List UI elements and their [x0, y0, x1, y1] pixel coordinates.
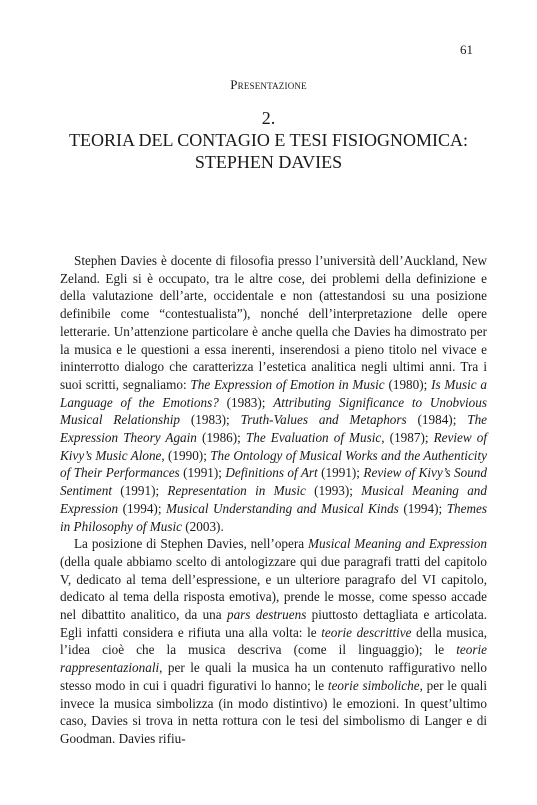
paragraph-text: , per le quali invece la musica simbolizza (in modo distintivo) le emozioni. In quest’ultimo caso, Davies si trova in netta rottura con le tesi del simbolismo di Langer e di Goodman. Davies rifiu-: [60, 677, 487, 746]
body-paragraph: [60, 252, 487, 535]
italic-title-text: Is Music a Language of the Emotions?: [60, 376, 487, 410]
chapter-number: 2.: [261, 108, 276, 128]
italic-title-text: Review of Kivy’s Sound Sentiment: [60, 465, 487, 499]
italic-title-text: Attributing Significance to Unobvious Musical Relationship: [60, 394, 487, 428]
paragraph-text: piuttosto dettagliata e articolata. Egli infatti considera e rifiuta una alla volta: le: [60, 607, 487, 640]
italic-title-text: Representation in Music: [167, 483, 306, 499]
paragraph-text: , (1987);: [381, 430, 434, 446]
paragraph-text: (della quale abbiamo scelto di antologizzare qui due paragrafi tratti del capitolo V, dedicato al tema dell’espressione, e un ulteriore paragrafo del VI capitolo, dedicato al tema della risposta emotiva), prende le mosse, come spesso accade nel dibattito analitico, da una: [60, 553, 487, 623]
paragraph-text: (2003).: [181, 518, 224, 534]
italic-title-text: pars destruens: [226, 607, 307, 623]
paragraph-text: (1991);: [112, 483, 168, 499]
chapter-title-line-2: STEPHEN DAVIES: [194, 152, 343, 172]
paragraph-text: (1991);: [179, 465, 226, 481]
body-paragraph: [60, 535, 487, 747]
paragraph-text: (1983);: [180, 412, 241, 428]
paragraph-text: , (1990);: [161, 447, 211, 463]
page-number: 61: [460, 42, 473, 57]
italic-title-text: Definitions of Art: [225, 465, 318, 481]
section-label: Presentazione: [230, 77, 307, 92]
italic-title-text: teorie descrittive: [321, 624, 412, 640]
body-text: [60, 252, 487, 748]
italic-title-text: Truth-Values and Metaphors: [240, 412, 407, 428]
chapter-title: [40, 129, 497, 173]
paragraph-text: Stephen Davies è docente di filosofia presso l’università dell’Auckland, New Zeland. Egli si è occupato, tra le altre cose, dei problemi della definizione e della valutazione dell’arte, occidentale e non (attestandosi su una posizione definibile come “contestualista”), nonché dell’interpretazione delle opere letterarie. Un’attenzione particolare è anche quella che Davies ha dimostrato per la musica e le questioni a essa inerenti, inserendosi a pieno titolo nel vivace e ininterrotto dialogo che caratterizza l’estetica analitica negli ultimi anni. Tra i suoi scritti, segnaliamo:: [60, 253, 487, 392]
italic-title-text: teorie simboliche: [327, 677, 420, 693]
italic-title-text: The Expression Theory Again: [60, 412, 488, 446]
paragraph-text: (1986);: [196, 430, 246, 446]
italic-title-text: The Evaluation of Music: [245, 430, 382, 446]
italic-title-text: teorie rappresentazionali: [60, 642, 487, 676]
italic-title-text: Musical Understanding and Musical Kinds: [166, 500, 399, 516]
italic-title-text: The Expression of Emotion in Music: [190, 376, 385, 392]
paragraph-text: La posizione di Stephen Davies, nell’opera: [74, 536, 309, 552]
paragraph-text: (1991);: [317, 465, 364, 481]
italic-title-text: Themes in Philosophy of Music: [60, 500, 487, 534]
paragraph-text: della musica, l’idea cioè che la musica descriva (come il linguaggio); le: [60, 624, 488, 658]
italic-title-text: Musical Meaning and Expression: [308, 536, 487, 552]
italic-title-text: The Ontology of Musical Works and the Authenticity of Their Performances: [60, 447, 487, 481]
italic-title-text: Review of Kivy’s Music Alone: [60, 430, 488, 463]
chapter-title-line-1: TEORIA DEL CONTAGIO E TESI FISIOGNOMICA:: [68, 130, 469, 150]
paragraph-text: (1984);: [406, 412, 468, 428]
paragraph-text: (1994);: [118, 500, 167, 516]
italic-title-text: Musical Meaning and Expression: [60, 483, 487, 516]
paragraph-text: (1993);: [305, 483, 362, 499]
paragraph-text: (1994);: [398, 500, 447, 516]
paragraph-text: (1980);: [384, 376, 432, 392]
paragraph-text: (1983);: [218, 394, 274, 410]
paragraph-text: , per le quali la musica ha un contenuto raffigurativo nello stesso modo in cui i quadri figurativi lo hanno; le: [60, 660, 487, 693]
